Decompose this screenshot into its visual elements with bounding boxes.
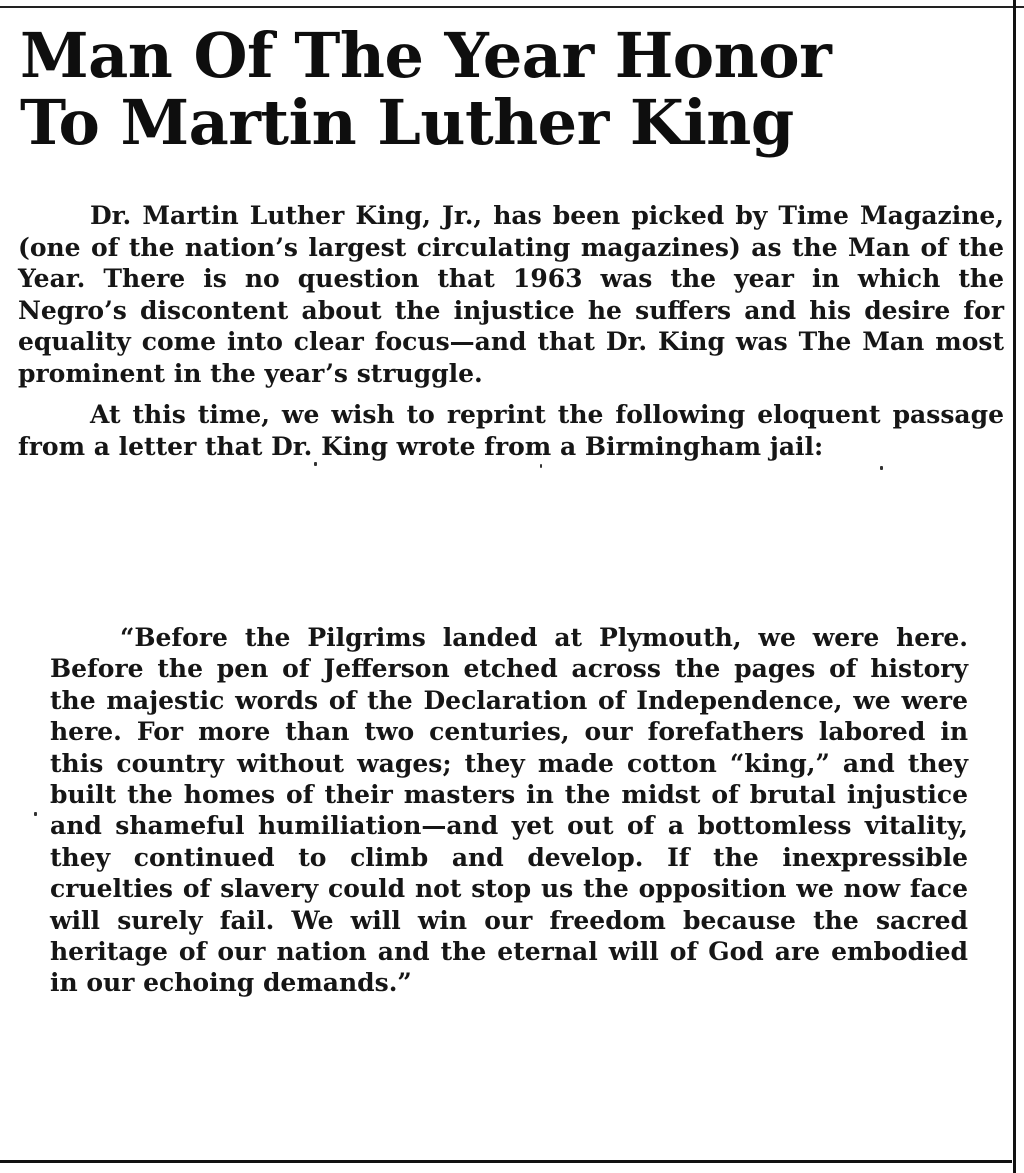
- block-quote: “Before the Pilgrims landed at Plymouth, we were here. Before the pen of Jefferson etched across the pages of history the majestic words of the Declaration of Independence, we were here. For more than two centuries, our forefathers labored in this country without wages; they made cotton “king,” and they built the homes of their masters in the midst of brutal injustice and shameful humiliation—and yet out of a bottomless vitality, they continued to climb and develop. If the inexpressible cruelties of slavery could not stop us the opposition we now face will surely fail. We will win our freedom because the sacred heritage of our nation and the eternal will of God are embodied in our echoing demands.”: [50, 623, 968, 998]
- print-speck: [540, 464, 542, 468]
- headline-line-1: Man Of The Year Honor: [20, 19, 832, 92]
- article-body: [18, 200, 1004, 462]
- article-paragraph-1: Dr. Martin Luther King, Jr., has been picked by Time Magazine, (one of the nation’s largest circulating magazines) as the Man of the Year. There is no question that 1963 was the year in which the Negro’s discontent about the injustice he suffers and his desire for equality come into clear focus—and that Dr. King was The Man most prominent in the year’s struggle.: [18, 201, 1004, 388]
- headline: [20, 19, 1010, 159]
- right-border-rule: [1013, 0, 1016, 1173]
- print-speck: [880, 466, 883, 470]
- bottom-border-rule: [0, 1160, 1012, 1163]
- article-paragraph-2: At this time, we wish to reprint the following eloquent passage from a letter that Dr. King wrote from a Birmingham jail:: [18, 400, 1004, 461]
- print-speck: [314, 462, 317, 466]
- top-border-rule: [0, 6, 1024, 8]
- print-speck: [34, 812, 37, 816]
- headline-line-2: To Martin Luther King: [20, 86, 794, 159]
